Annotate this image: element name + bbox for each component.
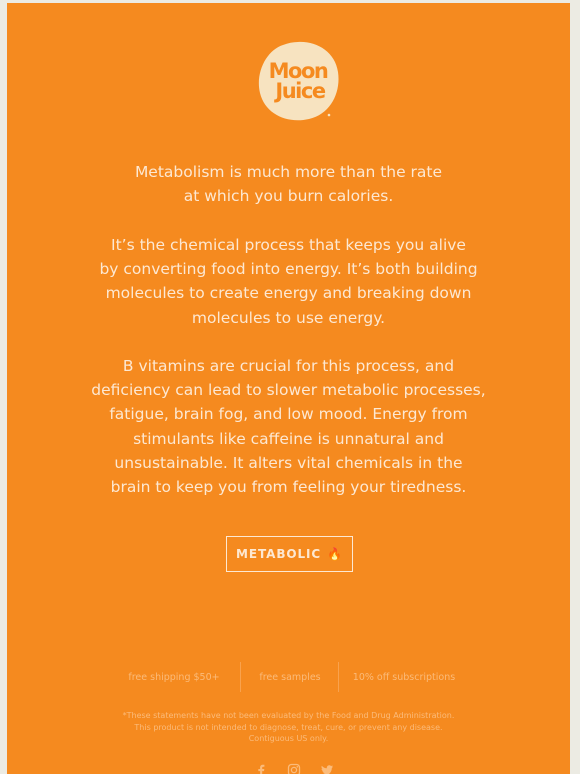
text-line: unsustainable. It alters vital chemicals in the [114,453,463,472]
text-line: It’s the chemical process that keeps you alive [111,236,466,254]
moon-juice-logo[interactable] [257,40,340,122]
text-line: stimulants like caffeine is unnatural and [133,429,444,448]
perk-free-samples: free samples [259,671,321,683]
text-line: by converting food into energy. It’s both building [99,260,478,279]
text-line: brain to keep you from feeling your tiredness. [110,478,467,497]
text-line: fatigue, brain fog, and low mood. Energy from [109,405,468,424]
fire-icon: 🔥 [327,547,343,561]
disclaimer-line: Contiguous US only. [248,734,329,743]
twitter-icon[interactable] [320,763,334,774]
text-line: Metabolism is much more than the rate [134,163,443,181]
intro-paragraph [7,160,570,208]
metabolic-button-label: METABOLIC [236,547,322,561]
fda-disclaimer [7,710,570,745]
metabolic-button[interactable] [226,536,353,572]
vitamins-paragraph [7,354,570,499]
text-line: deficiency can lead to slower metabolic processes, [91,381,486,400]
text-line: at which you burn calories. [183,187,394,206]
email-body [7,3,570,774]
text-line: molecules to use energy. [191,308,386,327]
logo-mark [257,40,340,122]
disclaimer-line: *These statements have not been evaluated by the Food and Drug Administration. [122,711,455,720]
text-line: molecules to create energy and breaking down [105,284,472,303]
logo-word-juice: Juice [275,79,325,103]
perk-free-shipping: free shipping $50+ [128,671,220,683]
perk-subscription-discount: 10% off subscriptions [352,671,456,683]
instagram-icon[interactable] [287,763,301,774]
logo-word-moon: Moon [268,59,328,83]
perks-bar [7,662,570,692]
text-line: B vitamins are crucial for this process, and [122,357,455,375]
disclaimer-line: This product is not intended to diagnose, treat, cure, or prevent any disease. [134,722,443,732]
metabolism-paragraph [7,233,570,330]
facebook-icon[interactable] [254,763,268,774]
social-links [7,761,570,774]
